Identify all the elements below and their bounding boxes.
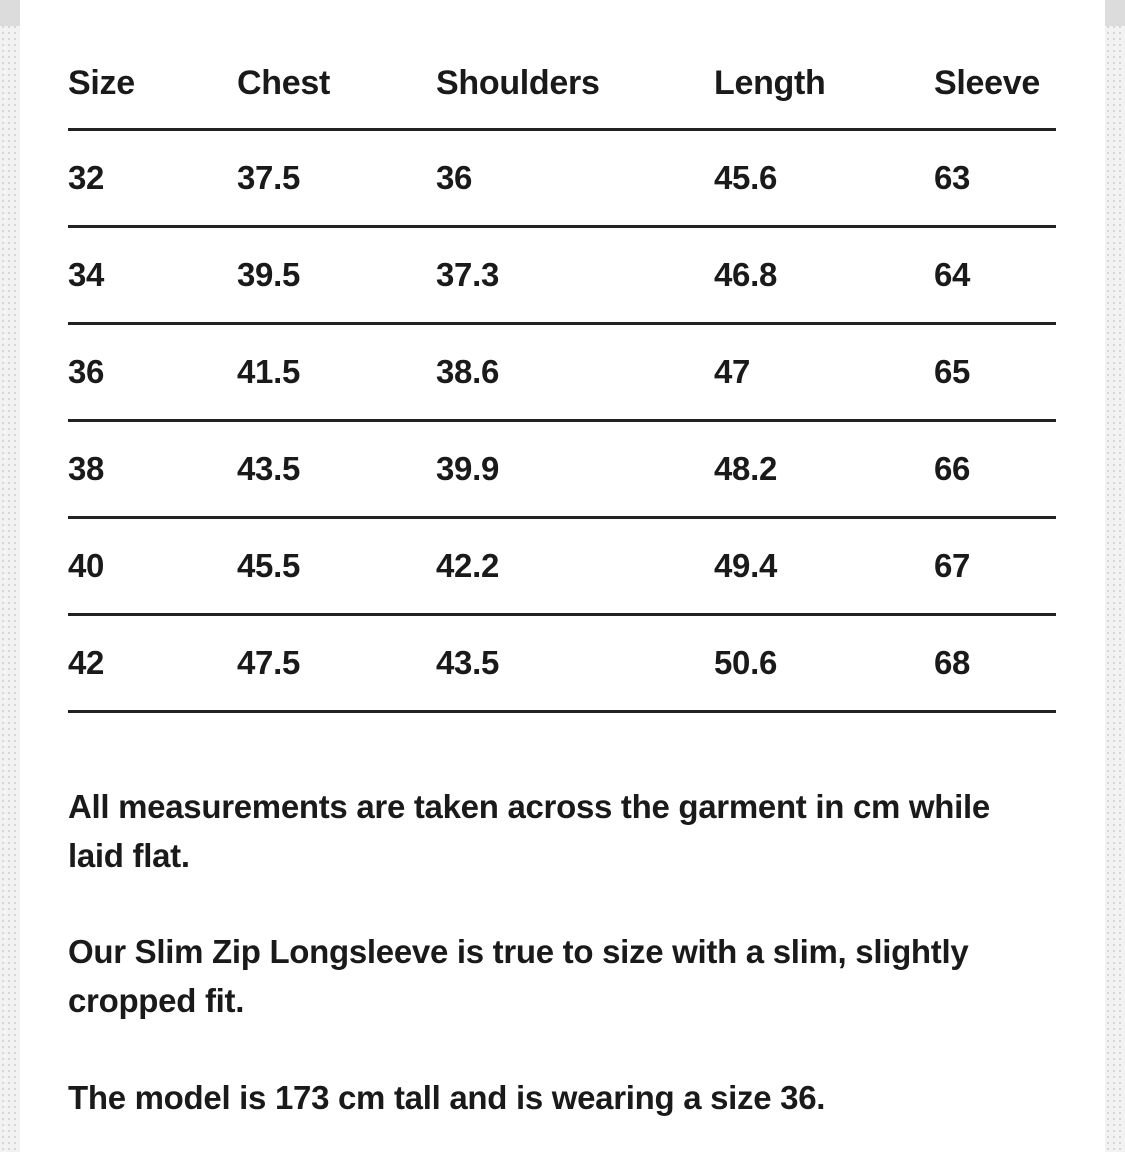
header-size: Size: [68, 63, 135, 102]
cell-length: 50.6: [714, 644, 778, 681]
cell-chest: 41.5: [237, 353, 301, 390]
model-note: The model is 173 cm tall and is wearing a size 36.: [68, 1079, 826, 1116]
table-row: [68, 422, 1056, 519]
cell-chest: 45.5: [237, 547, 301, 584]
table-row: [68, 325, 1056, 422]
cell-chest: 39.5: [237, 256, 301, 293]
measurement-note: All measurements are taken across the garment in cm while laid flat.: [68, 788, 990, 874]
header-sleeve: Sleeve: [934, 63, 1040, 102]
cell-chest: 47.5: [237, 644, 301, 681]
cell-length: 49.4: [714, 547, 778, 584]
cell-size: 32: [68, 159, 105, 196]
size-chart-table: [68, 38, 1056, 713]
cell-shoulders: 38.6: [436, 353, 500, 390]
header-length: Length: [714, 63, 826, 102]
cell-length: 46.8: [714, 256, 778, 293]
cell-size: 36: [68, 353, 105, 390]
cell-size: 34: [68, 256, 105, 293]
cell-shoulders: 42.2: [436, 547, 500, 584]
right-edge-cap: [1105, 0, 1125, 26]
cell-chest: 43.5: [237, 450, 301, 487]
cell-size: 38: [68, 450, 105, 487]
right-page-edge: [1105, 0, 1125, 1152]
cell-shoulders: 36: [436, 159, 473, 196]
cell-sleeve: 63: [934, 159, 971, 196]
header-chest: Chest: [237, 63, 330, 102]
header-shoulders: Shoulders: [436, 63, 600, 102]
cell-sleeve: 65: [934, 353, 971, 390]
cell-sleeve: 66: [934, 450, 971, 487]
cell-length: 45.6: [714, 159, 778, 196]
cell-size: 40: [68, 547, 105, 584]
cell-shoulders: 39.9: [436, 450, 500, 487]
left-page-edge: [0, 0, 20, 1152]
table-row: [68, 228, 1056, 325]
fit-note: Our Slim Zip Longsleeve is true to size with a slim, slightly cropped fit.: [68, 933, 969, 1019]
cell-shoulders: 43.5: [436, 644, 500, 681]
table-row: [68, 616, 1056, 713]
cell-sleeve: 68: [934, 644, 971, 681]
cell-sleeve: 67: [934, 547, 971, 584]
table-row: [68, 519, 1056, 616]
cell-size: 42: [68, 644, 105, 681]
cell-chest: 37.5: [237, 159, 301, 196]
cell-length: 47: [714, 353, 751, 390]
cell-length: 48.2: [714, 450, 778, 487]
table-row: [68, 131, 1056, 228]
table-header-row: [68, 38, 1056, 131]
cell-shoulders: 37.3: [436, 256, 500, 293]
cell-sleeve: 64: [934, 256, 971, 293]
left-edge-cap: [0, 0, 20, 26]
